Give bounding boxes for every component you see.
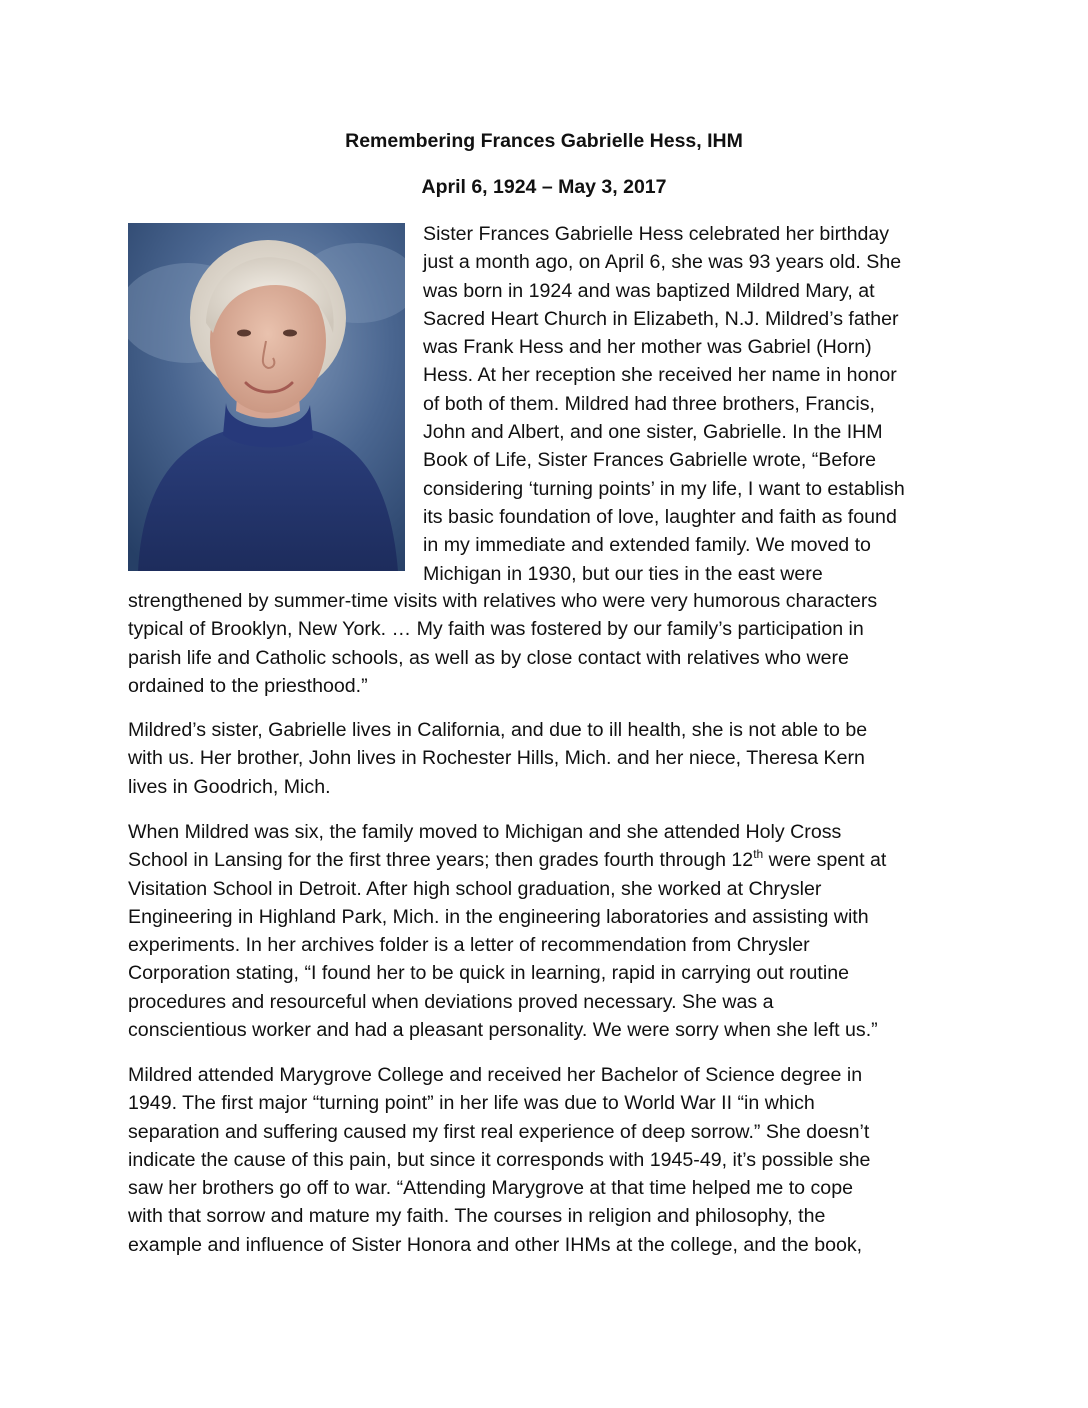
paragraph-line: separation and suffering caused my first real experience of deep sorrow.” She doesn’t	[128, 1120, 870, 1143]
paragraph-line: 1949. The first major “turning point” in her life was due to World War II “in which	[128, 1092, 815, 1115]
paragraph-line: with us. Her brother, John lives in Rochester Hills, Mich. and her niece, Theresa Kern	[128, 747, 865, 770]
intro-line: John and Albert, and one sister, Gabrielle. In the IHM	[423, 421, 883, 444]
line-text: School in Lansing for the first three years; then grades fourth through 12	[128, 849, 754, 872]
intro-line: Sacred Heart Church in Elizabeth, N.J. Mildred’s father	[423, 307, 899, 330]
intro-line: Hess. At her reception she received her name in honor	[423, 364, 897, 387]
intro-line: was born in 1924 and was baptized Mildred Mary, at	[423, 279, 875, 302]
paragraph-line: with that sorrow and mature my faith. The courses in religion and philosophy, the	[128, 1205, 826, 1228]
paragraph-line: Mildred’s sister, Gabrielle lives in California, and due to ill health, she is not able to be	[128, 719, 868, 741]
paragraph-line: procedures and resourceful when deviations proved necessary. She was a	[128, 990, 774, 1013]
intro-paragraph-full	[128, 587, 968, 700]
schooling-paragraph	[128, 818, 968, 1044]
paragraph-line: Corporation stating, “I found her to be quick in learning, rapid in carrying out routine	[128, 962, 850, 985]
family-paragraph	[128, 716, 968, 801]
paragraph-line: Mildred attended Marygrove College and received her Bachelor of Science degree in	[128, 1064, 863, 1086]
intro-line: of both of them. Mildred had three brothers, Francis,	[423, 392, 875, 415]
intro-line: Sister Frances Gabrielle Hess celebrated her birthday	[423, 223, 890, 245]
intro-line: Michigan in 1930, but our ties in the east were	[423, 562, 823, 585]
paragraph-line: When Mildred was six, the family moved to Michigan and she attended Holy Cross	[128, 821, 842, 843]
superscript: th	[753, 847, 764, 862]
paragraph-line: indicate the cause of this pain, but since it corresponds with 1945-49, it’s possible she	[128, 1148, 871, 1171]
portrait-photo	[128, 223, 405, 571]
intro-line: Book of Life, Sister Frances Gabrielle wrote, “Before	[423, 449, 877, 472]
intro-line: its basic foundation of love, laughter and faith as found	[423, 505, 897, 528]
intro-line: ordained to the priesthood.”	[128, 674, 368, 697]
intro-line: typical of Brooklyn, New York. … My faith was fostered by our family’s participation in	[128, 618, 864, 641]
paragraph-line: Visitation School in Detroit. After high school graduation, she worked at Chrysler	[128, 877, 822, 900]
intro-line: was Frank Hess and her mother was Gabriel (Horn)	[423, 336, 872, 359]
paragraph-line: conscientious worker and had a pleasant personality. We were sorry when she left us.”	[128, 1019, 878, 1042]
intro-paragraph-side	[423, 220, 963, 588]
intro-line: considering ‘turning points’ in my life, I want to establish	[423, 477, 905, 500]
paragraph-line: lives in Goodrich, Mich.	[128, 775, 331, 798]
paragraph-line: saw her brothers go off to war. “Attending Marygrove at that time helped me to cope	[128, 1177, 853, 1200]
intro-line: in my immediate and extended family. We moved to	[423, 534, 871, 557]
college-paragraph	[128, 1061, 968, 1259]
page-title: Remembering Frances Gabrielle Hess, IHM	[345, 130, 743, 152]
intro-line: parish life and Catholic schools, as well as by close contact with relatives who were	[128, 646, 849, 669]
paragraph-line: Engineering in Highland Park, Mich. in the engineering laboratories and assisting with	[128, 905, 869, 928]
paragraph-line	[128, 846, 968, 874]
line-text: were spent at	[763, 849, 887, 872]
paragraph-line: experiments. In her archives folder is a letter of recommendation from Chrysler	[128, 934, 810, 957]
paragraph-line: example and influence of Sister Honora and other IHMs at the college, and the book,	[128, 1233, 863, 1256]
intro-line: just a month ago, on April 6, she was 93 years old. She	[423, 251, 902, 274]
life-dates: April 6, 1924 – May 3, 2017	[421, 176, 667, 198]
intro-line: strengthened by summer-time visits with relatives who were very humorous characters	[128, 590, 878, 612]
